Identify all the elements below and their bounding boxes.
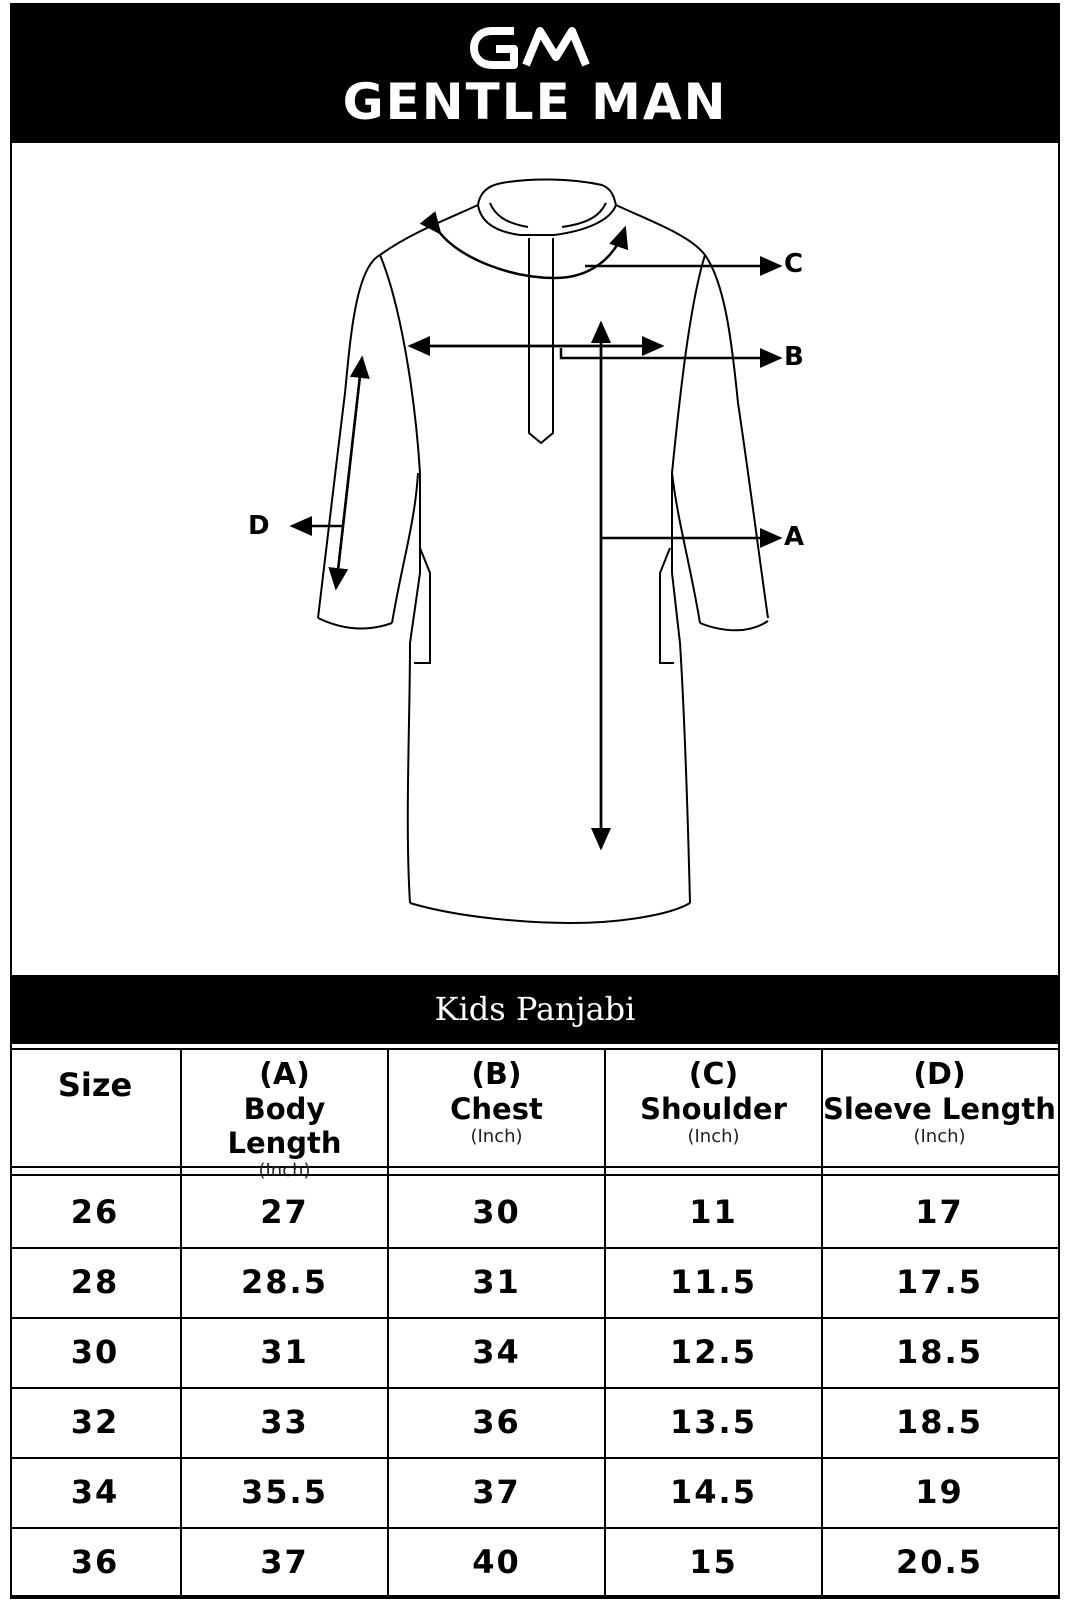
table-cell: 17.5 bbox=[896, 1263, 983, 1301]
table-cell: 28 bbox=[70, 1263, 120, 1301]
table-cell: 34 bbox=[472, 1333, 521, 1371]
table-cell: 11 bbox=[689, 1193, 738, 1231]
label-a: A bbox=[784, 522, 805, 552]
table-cell: 36 bbox=[472, 1403, 521, 1441]
table-cell: 30 bbox=[70, 1333, 120, 1371]
table-cell: 31 bbox=[260, 1333, 309, 1371]
page-border bbox=[10, 3, 1060, 1597]
table-cell: 35.5 bbox=[241, 1473, 328, 1511]
table-cell: 11.5 bbox=[670, 1263, 757, 1301]
table-cell: 36 bbox=[70, 1543, 120, 1581]
header-label: Body Length bbox=[227, 1092, 342, 1160]
label-c: C bbox=[784, 249, 804, 279]
table-cell: 17 bbox=[915, 1193, 964, 1231]
table-cell: 34 bbox=[70, 1473, 120, 1511]
header-unit: (Inch) bbox=[258, 1160, 311, 1181]
table-cell: 15 bbox=[689, 1543, 738, 1581]
header-letter: (A) bbox=[259, 1057, 310, 1092]
brand-name: GENTLE MAN bbox=[342, 73, 728, 131]
header-unit: (Inch) bbox=[913, 1126, 966, 1147]
header-letter: (B) bbox=[471, 1057, 522, 1092]
table-cell: 31 bbox=[472, 1263, 521, 1301]
header-letter: (D) bbox=[913, 1057, 966, 1092]
table-cell: 32 bbox=[70, 1403, 120, 1441]
table-cell: 37 bbox=[260, 1543, 309, 1581]
label-d: D bbox=[248, 511, 270, 541]
table-cell: 20.5 bbox=[896, 1543, 983, 1581]
header-label: Chest bbox=[450, 1092, 543, 1126]
section-title: Kids Panjabi bbox=[10, 975, 1060, 1044]
table-cell: 13.5 bbox=[670, 1403, 757, 1441]
header-letter: (C) bbox=[688, 1057, 739, 1092]
header-label: Shoulder bbox=[640, 1092, 787, 1126]
header-unit: (Inch) bbox=[687, 1126, 740, 1147]
table-cell: 18.5 bbox=[896, 1403, 983, 1441]
table-cell: 19 bbox=[915, 1473, 964, 1511]
table-cell: 37 bbox=[472, 1473, 521, 1511]
table-cell: 14.5 bbox=[670, 1473, 757, 1511]
table-cell: 40 bbox=[472, 1543, 521, 1581]
header-label: Size bbox=[57, 1066, 133, 1104]
table-cell: 26 bbox=[70, 1193, 120, 1231]
table-cell: 33 bbox=[260, 1403, 309, 1441]
table-cell: 18.5 bbox=[896, 1333, 983, 1371]
table-cell: 27 bbox=[260, 1193, 309, 1231]
header-label: Sleeve Length bbox=[823, 1092, 1056, 1126]
table-cell: 12.5 bbox=[670, 1333, 757, 1371]
label-b: B bbox=[784, 342, 804, 372]
table-cell: 28.5 bbox=[241, 1263, 328, 1301]
table-cell: 30 bbox=[472, 1193, 521, 1231]
header-unit: (Inch) bbox=[470, 1126, 523, 1147]
